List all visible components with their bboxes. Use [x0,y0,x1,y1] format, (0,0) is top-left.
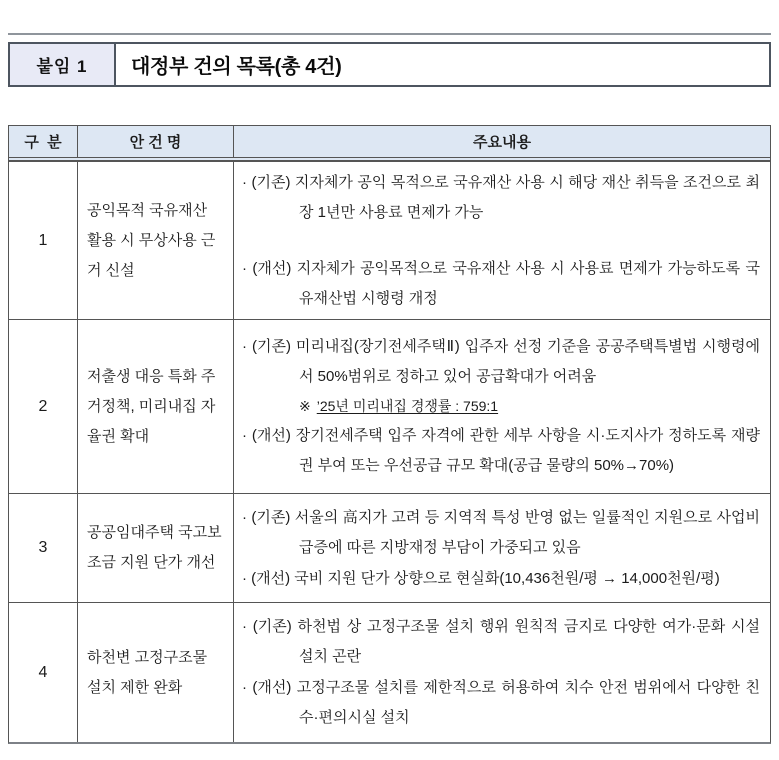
bullet-existing: · (기존) 서울의 高지가 고려 등 지역적 특성 반영 없는 일률적인 지원으로 사업비 급증에 따른 지방재정 부담이 가중되고 있음 [242,508,760,556]
top-divider-rule [8,33,771,35]
row-number: 2 [9,320,78,493]
agenda-title: 공공임대주택 국고보조금 지원 단가 개선 [78,494,234,602]
page-title: 대정부 건의 목록(총 4건) [131,56,342,78]
table-row [9,319,770,493]
bullet-improved: · (개선) 장기전세주택 입주 자격에 관한 세부 사항을 시·도지사가 정하도록 재량권 부여 또는 우선공급 규모 확대(공급 물량의 50%→70%) [242,427,760,474]
agenda-title: 저출생 대응 특화 주거정책, 미리내집 자율권 확대 [78,320,234,493]
row-number: 3 [9,494,78,602]
suggestions-table [8,125,771,744]
table-row [9,493,770,602]
attachment-header [8,42,771,87]
reference-text: ’25년 미리내집 경쟁률 : 759:1 [316,398,499,414]
table-row [9,602,770,742]
agenda-title: 하천변 고정구조물 설치 제한 완화 [78,603,234,742]
row-content [234,494,770,602]
table-header-row [9,126,770,161]
bullet-existing: · (기존) 미리내집(장기전세주택Ⅱ) 입주자 선정 기준을 공공주택특별법 시행령에서 50%범위로 정하고 있어 공급확대가 어려움 [242,338,760,385]
table-row [9,161,770,319]
row-content [234,162,770,319]
reference-mark: ※ [299,398,311,414]
bullet-improved: · (개선) 지자체가 공익목적으로 국유재산 사용 시 사용료 면제가 가능하도록 국유재산법 시행령 개정 [242,259,760,307]
column-header-category: 구 분 [9,126,78,157]
reference-note [242,393,760,419]
row-number: 1 [9,162,78,319]
agenda-title: 공익목적 국유재산 활용 시 무상사용 근거 신설 [78,162,234,319]
bullet-improved: · (개선) 국비 지원 단가 상향으로 현실화(10,436천원/평 → 14,000천원/평) [242,569,720,587]
row-content [234,603,770,742]
bullet-existing: · (기존) 하천법 상 고정구조물 설치 행위 원칙적 금지로 다양한 여가·문화 시설 설치 곤란 [242,618,760,665]
row-content [234,320,770,493]
bullet-improved: · (개선) 고정구조물 설치를 제한적으로 허용하여 치수 안전 범위에서 다양한 친수·편의시실 설치 [242,679,760,726]
row-number: 4 [9,603,78,742]
column-header-agenda: 안 건 명 [78,126,234,157]
bullet-existing: · (기존) 지자체가 공익 목적으로 국유재산 사용 시 해당 재산 취득을 조건으로 최장 1년만 사용료 면제가 가능 [242,173,760,221]
attachment-label: 붙임 1 [10,44,116,85]
column-header-content: 주요내용 [473,134,531,151]
